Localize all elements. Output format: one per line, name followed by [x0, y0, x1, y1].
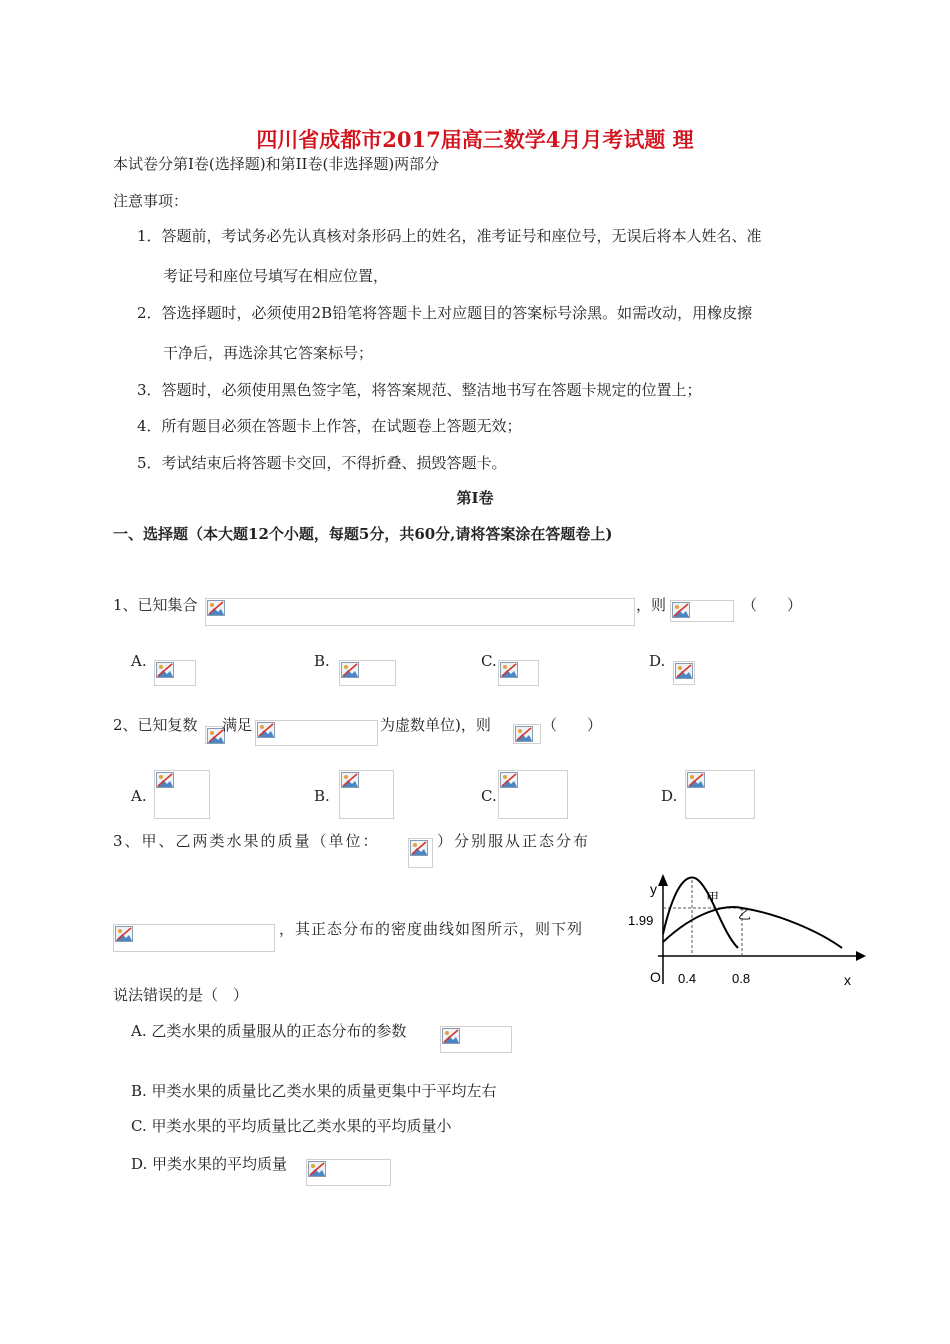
q1-option-b-label: B.: [314, 652, 330, 670]
curve-jia-label: 甲: [706, 890, 720, 905]
q3-option-d: D. 甲类水果的平均质量: [131, 1155, 288, 1173]
notice-item: 2．答选择题时，必须使用2B铅笔将答题卡上对应题目的答案标号涂黑。如需改动，用橡皮擦: [137, 304, 753, 322]
q2-option-d-label: D.: [661, 787, 678, 805]
q1-option-a-image: [154, 660, 196, 686]
q2-mid2: 为虚数单位)，则: [380, 716, 491, 734]
q1-option-d-label: D.: [649, 652, 666, 670]
broken-image-icon: [156, 772, 174, 788]
q1-mid: ，则: [636, 596, 667, 614]
curve-yi: [663, 907, 842, 948]
q2-prefix: 2、已知复数: [113, 716, 198, 734]
x-axis-label: x: [844, 972, 851, 988]
q2-z-image: [205, 726, 223, 744]
broken-image-icon: [308, 1161, 326, 1177]
y-axis-label: y: [650, 881, 657, 897]
q1-option-b-image: [339, 660, 396, 686]
page-title: 四川省成都市2017届高三数学4月月考试题 理: [256, 127, 694, 152]
broken-image-icon: [410, 840, 428, 856]
intro-text: 本试卷分第I卷(选择题)和第II卷(非选择题)两部分: [113, 155, 440, 173]
q2-condition-image: [255, 720, 378, 746]
broken-image-icon: [156, 662, 174, 678]
q2-option-b-image: [339, 770, 394, 819]
curve-jia: [663, 878, 738, 948]
broken-image-icon: [442, 1028, 460, 1044]
broken-image-icon: [500, 772, 518, 788]
broken-image-icon: [672, 602, 690, 618]
q3-option-b: B. 甲类水果的质量比乙类水果的质量更集中于平均左右: [131, 1082, 497, 1100]
notice-heading: 注意事项：: [113, 192, 189, 210]
q1-option-c-image: [498, 660, 539, 686]
broken-image-icon: [500, 662, 518, 678]
notice-item: 5．考试结束后将答题卡交回，不得折叠、损毁答题卡。: [137, 454, 507, 472]
section-title: 第I卷: [456, 489, 494, 507]
q2-mid1: 满足: [222, 716, 253, 734]
x-tick-label: 0.4: [678, 971, 697, 986]
q3-option-a: A. 乙类水果的质量服从的正态分布的参数: [131, 1022, 407, 1040]
q1-paren: （ ）: [742, 596, 803, 614]
notice-item: 1．答题前，考试务必先认真核对条形码上的姓名，准考证号和座位号，无误后将本人姓名、准: [137, 227, 762, 245]
y-value-label: 1.99: [628, 913, 654, 928]
origin-label: O: [650, 969, 661, 985]
density-curve-figure: [620, 862, 870, 992]
q2-option-d-image: [685, 770, 755, 819]
q1-target-formula-image: [670, 600, 734, 622]
q3-option-d-image: [306, 1159, 391, 1186]
q1-option-c-label: C.: [481, 652, 497, 670]
q2-option-b-label: B.: [314, 787, 330, 805]
q3-line1: 3、甲、乙两类水果的质量（单位：: [113, 832, 380, 850]
q2-option-c-label: C.: [481, 787, 497, 805]
q3-line3: 说法错误的是（ ）: [113, 986, 249, 1004]
part-one-heading: 一、选择题（本大题12个小题，每题5分，共60分,请将答案涂在答题卷上): [113, 525, 613, 543]
broken-image-icon: [257, 722, 275, 738]
notice-item: 考证号和座位号填写在相应位置，: [163, 267, 389, 285]
broken-image-icon: [341, 772, 359, 788]
broken-image-icon: [115, 926, 133, 942]
x-tick-label: 0.8: [732, 971, 751, 986]
q3-line2: ，其正态分布的密度曲线如图所示，则下列: [279, 920, 584, 938]
broken-image-icon: [687, 772, 705, 788]
broken-image-icon: [207, 600, 225, 616]
q3-option-c: C. 甲类水果的平均质量比乙类水果的平均质量小: [131, 1117, 452, 1135]
notice-item: 4．所有题目必须在答题卡上作答，在试题卷上答题无效；: [137, 417, 522, 435]
q1-option-a-label: A.: [131, 652, 147, 670]
broken-image-icon: [341, 662, 359, 678]
q3-option-a-image: [440, 1026, 512, 1053]
q3-unit-image: [408, 838, 433, 868]
q2-option-a-image: [154, 770, 210, 819]
x-axis-arrow-icon: [856, 951, 866, 961]
q1-option-d-image: [673, 661, 695, 685]
broken-image-icon: [675, 663, 693, 679]
q3-line1-end: ）分别服从正态分布: [437, 832, 591, 850]
q2-paren: （ ）: [542, 716, 603, 734]
notice-item: 干净后，再选涂其它答案标号；: [163, 344, 374, 362]
q2-option-a-label: A.: [131, 787, 147, 805]
q1-set-formula-image: [205, 598, 635, 626]
y-axis-arrow-icon: [658, 874, 668, 886]
notice-item: 3．答题时，必须使用黑色签字笔，将答案规范、整洁地书写在答题卡规定的位置上；: [137, 381, 702, 399]
q3-distribution-image: [113, 924, 275, 952]
q2-option-c-image: [498, 770, 568, 819]
curve-yi-label: 乙: [738, 907, 752, 922]
q1-prefix: 1、已知集合: [113, 596, 198, 614]
q2-target-image: [513, 724, 541, 744]
broken-image-icon: [515, 726, 533, 742]
